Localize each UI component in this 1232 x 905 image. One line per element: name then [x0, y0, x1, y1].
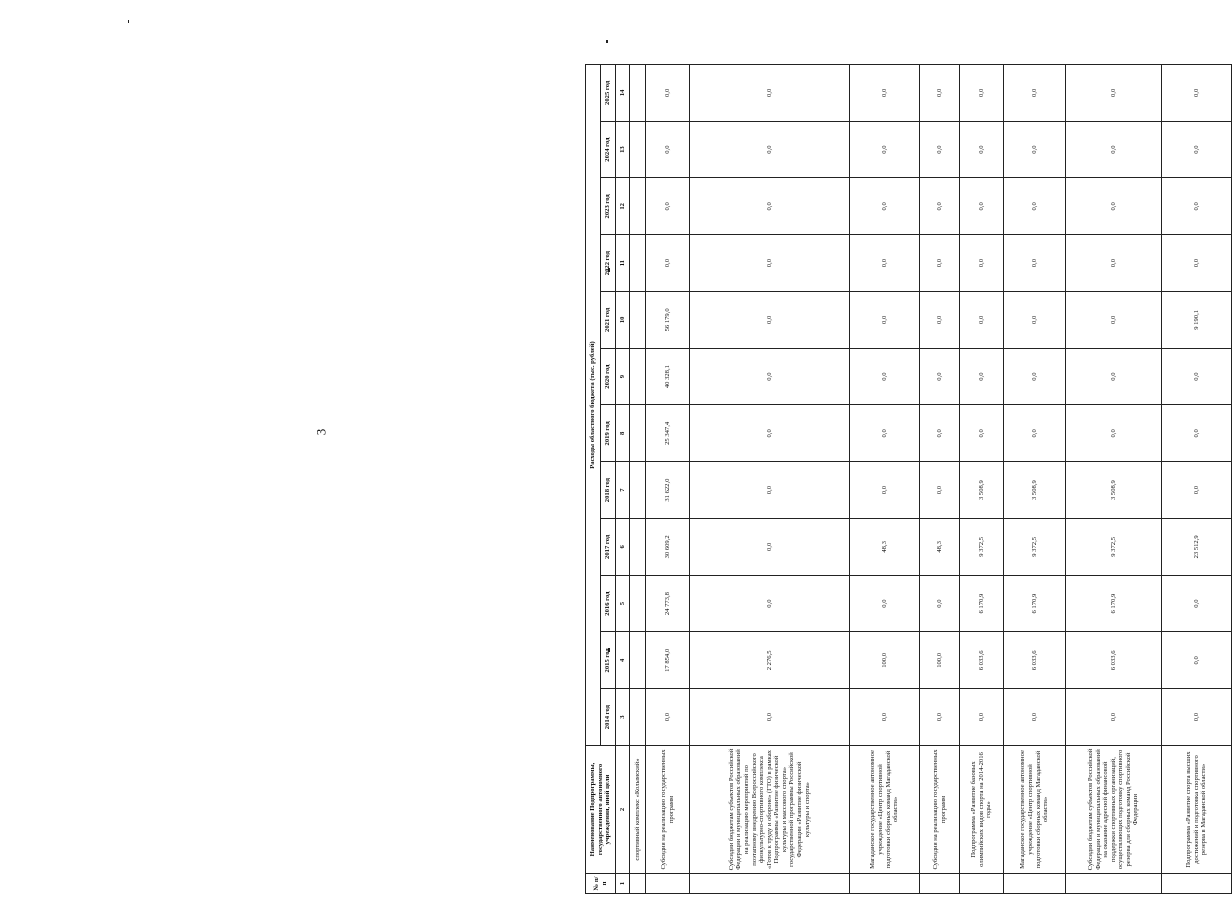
page-number: 3 — [313, 428, 329, 436]
value-cell: 0,0 — [1004, 405, 1066, 462]
row-name: Субсидия на реализацию государственных программ — [646, 746, 690, 874]
value-cell: 0,0 — [646, 689, 690, 746]
value-cell: 30 609,2 — [646, 519, 690, 576]
row-number — [690, 874, 850, 894]
value-cell: 0,0 — [920, 121, 960, 178]
budget-table — [585, 64, 1232, 894]
value-cell — [630, 519, 646, 576]
value-cell: 0,0 — [1066, 235, 1162, 292]
row-number — [920, 874, 960, 894]
value-cell: 0,0 — [1066, 405, 1162, 462]
value-cell: 0,0 — [646, 121, 690, 178]
rotated-table-wrapper — [585, 64, 1208, 894]
value-cell — [630, 292, 646, 349]
value-cell: 6 170,9 — [960, 575, 1004, 632]
table-row — [920, 65, 960, 894]
value-cell: 0,0 — [690, 405, 850, 462]
value-cell: 9 372,5 — [1004, 519, 1066, 576]
value-cell: 0,0 — [850, 348, 920, 405]
year-header: 2016 год — [601, 575, 616, 632]
value-cell: 24 773,8 — [646, 575, 690, 632]
value-cell: 0,0 — [646, 235, 690, 292]
value-cell: 0,0 — [690, 519, 850, 576]
row-name: Субсидии бюджетам субъектов Российской Федерации и муниципальных образований на оказание адресной финансовой поддержки спортивных организаций, осуществляющих подготовку спортивного резерва для сборных команд Российской Федерации — [1066, 746, 1162, 874]
value-cell: 0,0 — [690, 65, 850, 122]
value-cell: 0,0 — [920, 462, 960, 519]
year-header: 2018 год — [601, 462, 616, 519]
value-cell: 0,0 — [960, 178, 1004, 235]
value-cell — [630, 575, 646, 632]
table-row — [1066, 65, 1162, 894]
value-cell: 0,0 — [1162, 121, 1232, 178]
value-cell: 0,0 — [960, 689, 1004, 746]
value-cell — [630, 348, 646, 405]
value-cell: 31 622,0 — [646, 462, 690, 519]
value-cell: 0,0 — [646, 65, 690, 122]
value-cell: 0,0 — [1066, 292, 1162, 349]
table-row — [960, 65, 1004, 894]
value-cell: 0,0 — [920, 235, 960, 292]
value-cell: 48,3 — [920, 519, 960, 576]
value-cell: 6 033,6 — [1004, 632, 1066, 689]
value-cell: 0,0 — [1004, 178, 1066, 235]
value-cell: 3 508,9 — [1066, 462, 1162, 519]
value-cell: 0,0 — [920, 292, 960, 349]
row-number — [646, 874, 690, 894]
column-number: 6 — [616, 519, 630, 576]
value-cell: 0,0 — [690, 121, 850, 178]
value-cell: 9 190,1 — [1162, 292, 1232, 349]
value-cell: 100,0 — [920, 632, 960, 689]
value-cell: 0,0 — [1162, 462, 1232, 519]
value-cell — [630, 462, 646, 519]
column-number: 1 — [616, 874, 630, 894]
value-cell: 0,0 — [1162, 178, 1232, 235]
value-cell: 0,0 — [850, 178, 920, 235]
value-cell: 0,0 — [1162, 235, 1232, 292]
value-cell: 0,0 — [1066, 65, 1162, 122]
value-cell — [630, 65, 646, 122]
value-cell: 0,0 — [690, 178, 850, 235]
value-cell — [630, 632, 646, 689]
value-cell: 0,0 — [960, 121, 1004, 178]
table-row — [630, 65, 646, 894]
column-number: 14 — [616, 65, 630, 122]
value-cell: 6 033,6 — [960, 632, 1004, 689]
year-header: 2021 год — [601, 292, 616, 349]
column-number: 4 — [616, 632, 630, 689]
value-cell: 0,0 — [920, 689, 960, 746]
table-row — [1004, 65, 1066, 894]
column-number: 2 — [616, 746, 630, 874]
value-cell: 0,0 — [1162, 65, 1232, 122]
value-cell — [630, 689, 646, 746]
value-cell — [630, 405, 646, 462]
value-cell: 0,0 — [850, 689, 920, 746]
value-cell: 0,0 — [850, 462, 920, 519]
value-cell: 6 170,9 — [1066, 575, 1162, 632]
value-cell: 9 372,5 — [960, 519, 1004, 576]
value-cell: 0,0 — [920, 575, 960, 632]
value-cell: 0,0 — [1162, 405, 1232, 462]
value-cell: 0,0 — [1066, 178, 1162, 235]
value-cell: 0,0 — [1066, 689, 1162, 746]
table-row — [690, 65, 850, 894]
year-header: 2020 год — [601, 348, 616, 405]
value-cell: 17 854,0 — [646, 632, 690, 689]
value-cell: 0,0 — [1004, 65, 1066, 122]
year-header: 2024 год — [601, 121, 616, 178]
value-cell: 0,0 — [920, 65, 960, 122]
value-cell: 0,0 — [690, 462, 850, 519]
table-row — [646, 65, 690, 894]
row-name: спортивный комплекс «Колымский» — [630, 746, 646, 874]
row-number — [1004, 874, 1066, 894]
year-header: 2025 год — [601, 65, 616, 122]
value-cell: 0,0 — [690, 235, 850, 292]
value-cell: 0,0 — [1004, 235, 1066, 292]
value-cell: 9 372,5 — [1066, 519, 1162, 576]
row-name: Субсидии бюджетам субъектов Российской Федерации и муниципальных образований на реализацию мероприятий по поэтапному внедрению Всероссийского физкультурно-спортивного комплекса «Готов к труду и обороне» (ГТО) в рамках Подпрограммы «Развитие физической культуры и массового спорта» государственной программы Российской Федерации «Развитие физической культуры и спорта» — [690, 746, 850, 874]
value-cell: 0,0 — [690, 348, 850, 405]
scan-speck — [128, 20, 129, 23]
value-cell: 40 328,1 — [646, 348, 690, 405]
table-row — [1162, 65, 1232, 894]
value-cell: 0,0 — [1162, 632, 1232, 689]
value-cell: 0,0 — [1004, 348, 1066, 405]
value-cell: 0,0 — [960, 65, 1004, 122]
row-number — [960, 874, 1004, 894]
value-cell: 0,0 — [960, 235, 1004, 292]
value-cell: 0,0 — [960, 348, 1004, 405]
value-cell: 100,0 — [850, 632, 920, 689]
value-cell: 0,0 — [690, 292, 850, 349]
header-num: № п/п — [586, 874, 616, 894]
value-cell: 0,0 — [920, 405, 960, 462]
column-number: 13 — [616, 121, 630, 178]
value-cell: 0,0 — [850, 121, 920, 178]
value-cell: 6 033,6 — [1066, 632, 1162, 689]
row-number — [1162, 874, 1232, 894]
value-cell: 0,0 — [690, 575, 850, 632]
column-number: 5 — [616, 575, 630, 632]
column-number: 10 — [616, 292, 630, 349]
value-cell — [630, 121, 646, 178]
row-number — [1066, 874, 1162, 894]
table-body — [630, 65, 1232, 894]
year-header: 2019 год — [601, 405, 616, 462]
header-name: Наименование Подпрограммы, государственного автономного учреждения, иной цели — [586, 746, 616, 874]
value-cell: 0,0 — [1162, 575, 1232, 632]
value-cell: 3 508,9 — [1004, 462, 1066, 519]
value-cell: 0,0 — [960, 292, 1004, 349]
row-name: Магаданское государственное автономное учреждение «Центр спортивной подготовки сборных команд Магаданской области» — [1004, 746, 1066, 874]
value-cell: 0,0 — [1004, 121, 1066, 178]
value-cell: 25 347,4 — [646, 405, 690, 462]
value-cell: 0,0 — [646, 178, 690, 235]
value-cell: 56 179,0 — [646, 292, 690, 349]
value-cell: 0,0 — [850, 65, 920, 122]
row-name: Подпрограмма «Развитие спорта высших достижений и подготовка спортивного резерва в Магаданской области» — [1162, 746, 1232, 874]
row-name: Подпрограмма «Развитие базовых олимпийских видов спорта на 2014-2016 годы» — [960, 746, 1004, 874]
value-cell: 0,0 — [1004, 689, 1066, 746]
value-cell: 0,0 — [1066, 348, 1162, 405]
row-name: Субсидия на реализацию государственных программ — [920, 746, 960, 874]
column-number: 8 — [616, 405, 630, 462]
value-cell: 23 512,9 — [1162, 519, 1232, 576]
value-cell: 0,0 — [960, 405, 1004, 462]
value-cell: 0,0 — [690, 689, 850, 746]
table-row — [850, 65, 920, 894]
value-cell: 2 276,5 — [690, 632, 850, 689]
column-number: 7 — [616, 462, 630, 519]
column-number: 9 — [616, 348, 630, 405]
scan-speck — [606, 40, 608, 43]
value-cell: 0,0 — [1162, 348, 1232, 405]
value-cell: 0,0 — [1162, 689, 1232, 746]
value-cell: 0,0 — [1066, 121, 1162, 178]
column-number: 11 — [616, 235, 630, 292]
year-header: 2023 год — [601, 178, 616, 235]
value-cell: 0,0 — [920, 178, 960, 235]
column-number: 3 — [616, 689, 630, 746]
value-cell: 0,0 — [850, 235, 920, 292]
year-header: 2017 год — [601, 519, 616, 576]
value-cell — [630, 178, 646, 235]
value-cell: 0,0 — [1004, 292, 1066, 349]
value-cell — [630, 235, 646, 292]
column-number: 12 — [616, 178, 630, 235]
year-header: 2014 год — [601, 689, 616, 746]
row-name: Магаданское государственное автономное учреждение «Центр спортивной подготовки сборных команд Магаданской области» — [850, 746, 920, 874]
header-expenses: Расходы областного бюджета (тыс. рублей) — [586, 65, 601, 746]
value-cell: 3 508,9 — [960, 462, 1004, 519]
value-cell: 0,0 — [850, 292, 920, 349]
value-cell: 6 170,9 — [1004, 575, 1066, 632]
value-cell: 0,0 — [920, 348, 960, 405]
value-cell: 0,0 — [850, 575, 920, 632]
year-header: 2022 год — [601, 235, 616, 292]
row-number — [630, 874, 646, 894]
row-number — [850, 874, 920, 894]
value-cell: 48,3 — [850, 519, 920, 576]
value-cell: 0,0 — [850, 405, 920, 462]
year-header: 2015 год — [601, 632, 616, 689]
